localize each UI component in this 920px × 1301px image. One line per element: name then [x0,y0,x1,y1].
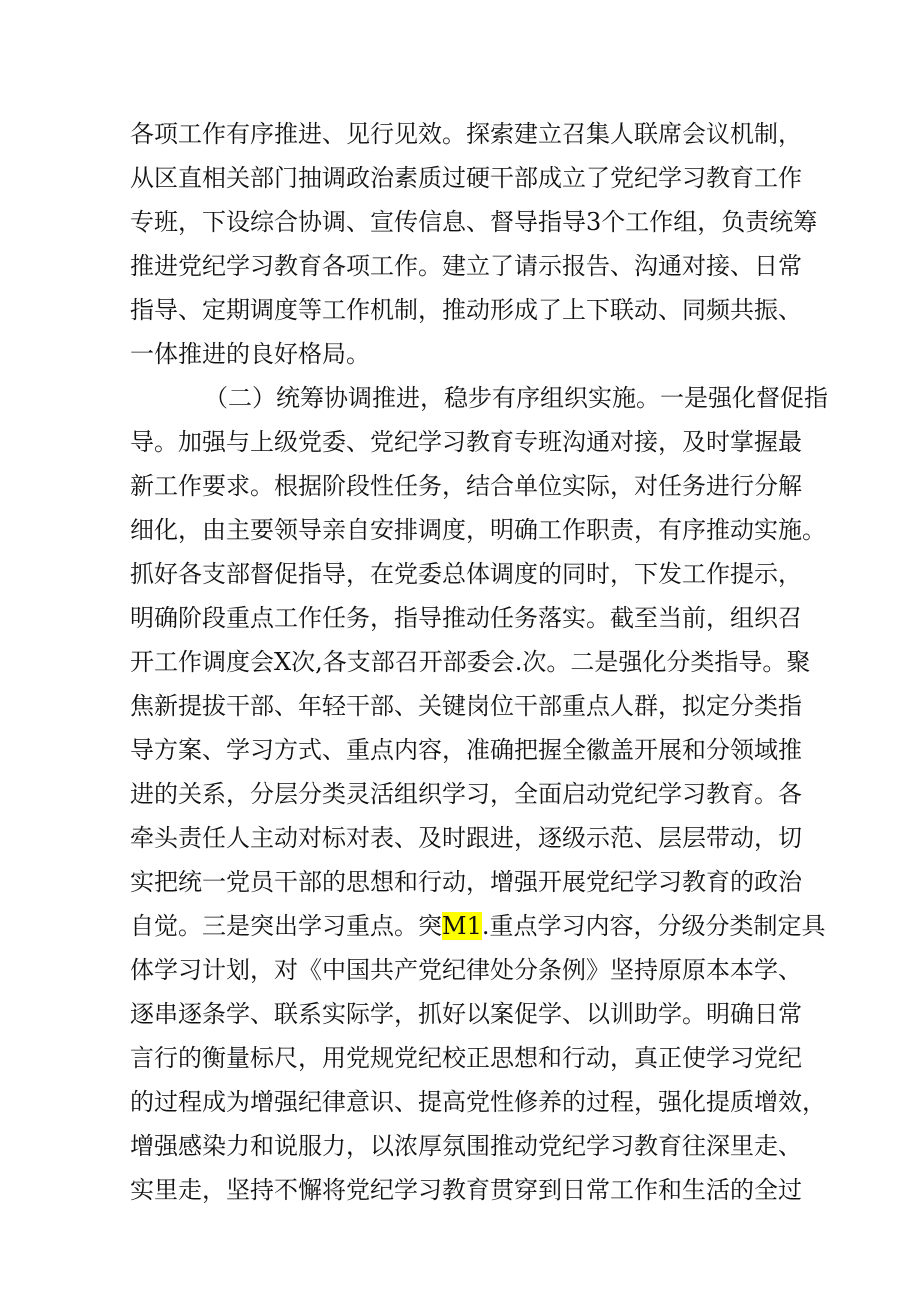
text-line: 逐串逐条学、联系实际学，抓好以案促学、以训助学。明确日常 [130,1000,802,1028]
text-line: 言行的衡量标尺，用党规党纪校正思想和行动，真正使学习党纪 [130,1044,802,1072]
text-line: 进的关系，分层分类灵活组织学习，全面启动党纪学习教育。各 [130,780,802,808]
text-line: 一体推进的良好格局。 [130,340,370,368]
text-line: 从区直相关部门抽调政治素质过硬干部成立了党纪学习教育工作 [130,164,802,192]
text-segment: 自觉。三是突出学习重点。突 [130,912,442,940]
text-line: 抓好各支部督促指导，在党委总体调度的同时，下发工作提示， [130,560,802,588]
text-line: 体学习计划，对《中国共产党纪律处分条例》坚持原原本本学、 [130,956,802,984]
text-line: 焦新提拔干部、年轻干部、关键岗位干部重点人群，拟定分类指 [130,692,802,720]
text-line: 导方案、学习方式、重点内容，准确把握全徽盖开展和分领域推 [130,736,802,764]
text-line: 各项工作有序推进、见行见效。探索建立召集人联席会议机制， [130,120,802,148]
text-line: 牵头责任人主动对标对表、及时跟进，逐级示范、层层带动，切 [130,824,802,852]
text-line: 细化，由主要领导亲自安排调度，明确工作职责，有序推动实施。 [130,516,826,544]
highlighted-text: M1 [442,912,482,940]
text-line-with-highlight [130,904,826,948]
text-line: 推进党纪学习教育各项工作。建立了请示报告、沟通对接、日常 [130,252,802,280]
text-segment: .重点学习内容，分级分类制定具 [481,912,826,940]
text-line: 增强感染力和说服力，以浓厚氛围推动党纪学习教育往深里走、 [130,1132,802,1160]
body-text [130,112,828,1212]
text-line: 的过程成为增强纪律意识、提高党性修养的过程，强化提质增效， [130,1088,826,1116]
text-line: 实里走，坚持不懈将党纪学习教育贯穿到日常工作和生活的全过 [130,1176,802,1204]
text-line: 开工作调度会X次,各支部召开部委会.次。二是强化分类指导。聚 [130,648,811,676]
section-heading-line: （二）统筹协调推进，稳步有序组织实施。一是强化督促指 [204,384,828,412]
text-line: 导。加强与上级党委、党纪学习教育专班沟通对接，及时掌握最 [130,428,802,456]
text-line: 实把统一党员干部的思想和行动，增强开展党纪学习教育的政治 [130,868,802,896]
text-line: 明确阶段重点工作任务，指导推动任务落实。截至当前，组织召 [130,604,802,632]
text-line: 指导、定期调度等工作机制，推动形成了上下联动、同频共振、 [130,296,802,324]
text-line: 新工作要求。根据阶段性任务，结合单位实际，对任务进行分解 [130,472,802,500]
text-line: 专班，下设综合协调、宣传信息、督导指导3个工作组，负责统筹 [130,208,818,236]
